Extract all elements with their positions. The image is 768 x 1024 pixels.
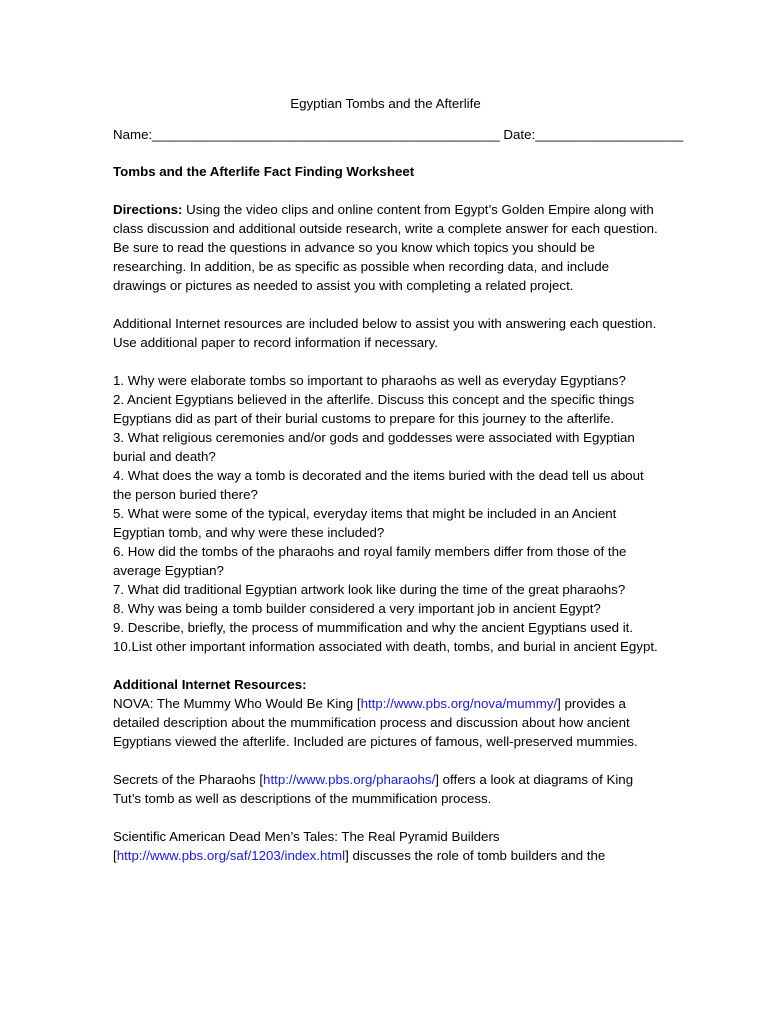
question-item: 9. Describe, briefly, the process of mummification and why the ancient Egyptians used it. [113,620,634,635]
question-item: 10.List other important information associated with death, tombs, and burial in ancient Egypt. [113,639,658,654]
directions-paragraph [113,200,658,295]
question-item: 7. What did traditional Egyptian artwork look like during the time of the great pharaohs? [113,582,626,597]
resource-link[interactable]: http://www.pbs.org/pharaohs/ [263,772,436,787]
resource-link[interactable]: http://www.pbs.org/saf/1203/index.html [116,848,346,863]
resource-text: Scientific American Dead Men’s Tales: The Real Pyramid Builders [ [113,829,500,863]
name-date-line: Name:_______________________________________________ Date:____________________ [113,127,684,142]
question-item: 4. What does the way a tomb is decorated and the items buried with the dead tell us about the person buried there? [113,468,644,502]
worksheet-subheading: Tombs and the Afterlife Fact Finding Worksheet [113,164,415,179]
question-item: 5. What were some of the typical, everyday items that might be included in an Ancient Egyptian tomb, and why were these included? [113,506,617,540]
resource-entry [113,827,658,865]
resources-heading [113,675,658,694]
question-item: 6. How did the tombs of the pharaohs and royal family members differ from those of the average Egyptian? [113,544,627,578]
resource-text: ] provides a detailed description about the mummification process and discussion about how ancient Egyptians viewed the afterlife. Included are pictures of famous, well-preserved mummies. [113,696,638,749]
resource-entry [113,770,658,808]
resource-text: Secrets of the Pharaohs [ [113,772,264,787]
additional-resources-paragraph: Additional Internet resources are included below to assist you with answering each question. Use additional paper to record information if necessary. [113,316,657,350]
resources-heading-text: Additional Internet Resources: [113,677,307,692]
resource-text: NOVA: The Mummy Who Would Be King [ [113,696,361,711]
directions-text: Using the video clips and online content from Egypt’s Golden Empire along with class discussion and additional outside research, write a complete answer for each question. Be sure to read the questions in advance so you know which topics you should be researching. In addition, be as specific as possible when recording data, and include drawings or pictures as needed to assist you with completing a related project. [113,202,658,293]
question-item: 2. Ancient Egyptians believed in the afterlife. Discuss this concept and the specific things Egyptians did as part of their burial customs to prepare for this journey to the afterlife. [113,392,635,426]
resource-text: ] offers a look at diagrams of King Tut’s tomb as well as descriptions of the mummification process. [113,772,634,806]
resource-text: ] discusses the role of tomb builders and the [345,848,606,863]
question-item: 1. Why were elaborate tombs so important to pharaohs as well as everyday Egyptians? [113,373,626,388]
page-title: Egyptian Tombs and the Afterlife [290,96,481,111]
document-body [113,94,684,865]
resource-entry [113,694,658,751]
question-item: 8. Why was being a tomb builder considered a very important job in ancient Egypt? [113,601,601,616]
question-item: 3. What religious ceremonies and/or gods and goddesses were associated with Egyptian burial and death? [113,430,635,464]
directions-label: Directions: [113,202,183,217]
question-list [113,371,658,656]
resource-link[interactable]: http://www.pbs.org/nova/mummy/ [360,696,558,711]
